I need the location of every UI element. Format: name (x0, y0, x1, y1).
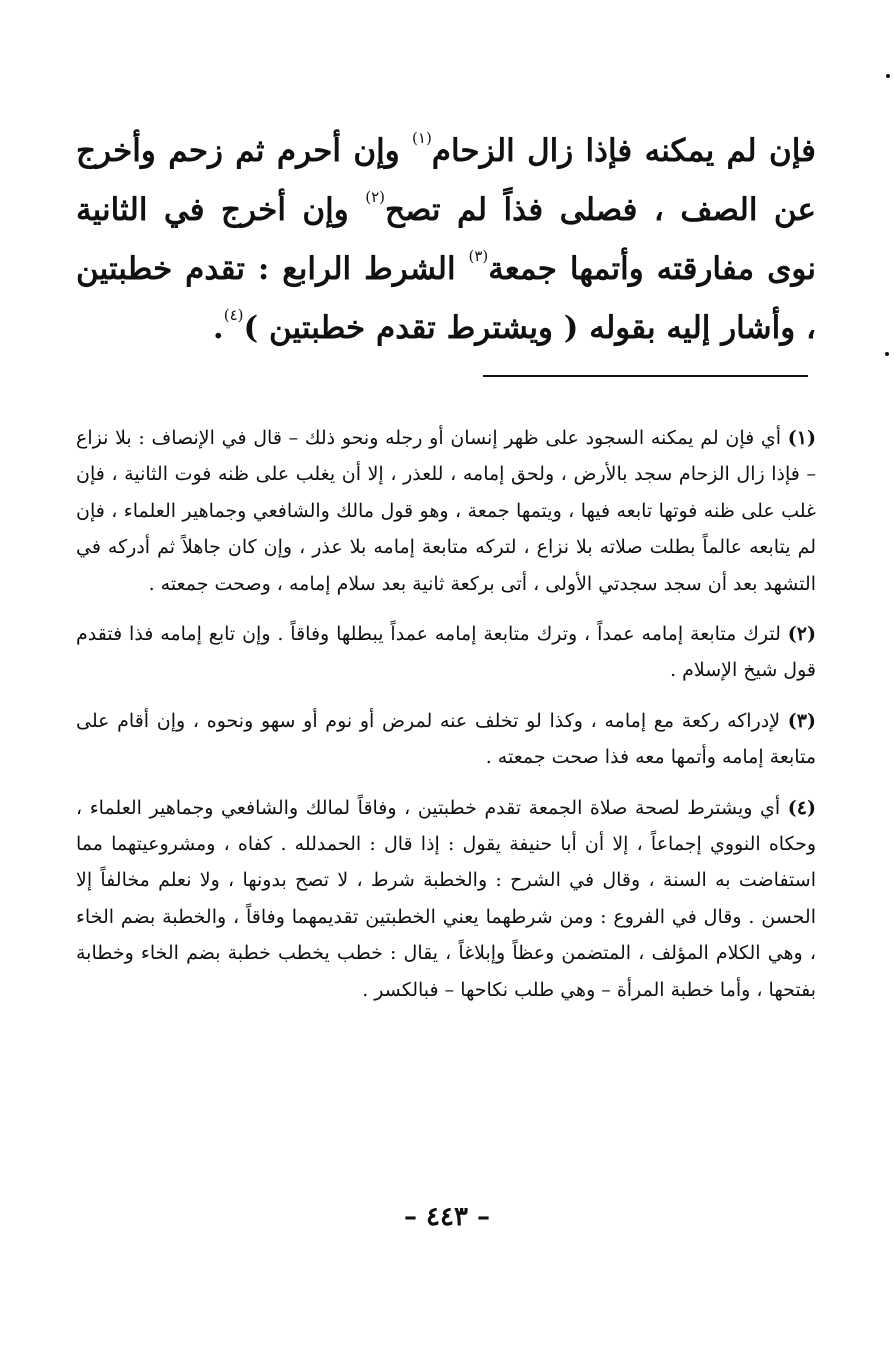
footnote-3 (76, 703, 816, 776)
scan-speck (886, 74, 890, 78)
main-text-block (76, 122, 816, 358)
footnote-number: (٤) (787, 796, 816, 819)
main-paragraph (76, 122, 816, 358)
main-text-segment: . (212, 310, 224, 346)
footnote-ref-3: (٣) (468, 247, 489, 265)
main-text-segment: الشرط الرابع : تقدم خطبتين ، وأشار إليه بقوله ( ويشترط تقدم خطبتين ) (76, 251, 816, 346)
footnote-ref-2: (٢) (365, 188, 385, 206)
footnote-text: لترك متابعة إمامه عمداً ، وترك متابعة إمامه عمداً يبطلها وفاقاً . وإن تابع إمامه فذا فتقدم قول شيخ الإسلام . (76, 623, 816, 682)
footnote-text: أي ويشترط لصحة صلاة الجمعة تقدم خطبتين ، وفاقاً لمالك والشافعي وجماهير العلماء ، وحكاه النووي إجماعاً ، إلا أن أبا حنيفة يقول : إذا قال : الحمدلله . كفاه ، ومشروعيتهما مما استفاضت به السنة ، وقال في الشرح : والخطبة شرط ، لا تصح بدونها ، ولا نعلم مخالفاً إلا الحسن . وقال في الفروع : ومن شرطهما يعني الخطبتين تقديمهما وفاقاً ، والخطبة بضم الخاء ، وهي الكلام المؤلف ، المتضمن وعظاً وإبلاغاً ، يقال : خطب يخطب خطبة بضم الخاء وخطابة بفتحها ، وأما خطبة المرأة – وهي طلب نكاحها – فبالكسر . (76, 796, 816, 1001)
main-text-segment: وإن أحرم ثم زحم وأخرج عن الصف ، فصلى فذاً لم تصح (76, 133, 816, 228)
footnote-4 (76, 790, 816, 1008)
footnote-separator (483, 375, 808, 377)
footnotes-block (76, 420, 816, 1008)
page-number: – ٤٤٣ – (403, 1202, 491, 1232)
footnote-1 (76, 420, 816, 602)
footnote-number: (١) (787, 427, 816, 449)
footnote-text: أي فإن لم يمكنه السجود على ظهر إنسان أو رجله ونحو ذلك – قال في الإنصاف : بلا نزاع – فإذا زال الزحام سجد بالأرض ، ولحق إمامه ، للعذر ، إلا أن يغلب على ظنه فوت الثانية ، فإن غلب على ظنه فوتها تابعه فيها ، ويتمها جمعة ، وهو قول مالك والشافعي وجماهير العلماء ، فإن لم يتابعه عالماً بطلت صلاته بلا نزاع ، لتركه متابعة إمامه بلا عذر ، وإن كان جاهلاً ثم أدركه في التشهد بعد أن سجد سجدتي الأولى ، أتى بركعة ثانية بعد سلام إمامه ، وصحت جمعته . (76, 427, 816, 595)
main-text-segment: فإن لم يمكنه فإذا زال الزحام (431, 133, 816, 169)
footnote-2 (76, 616, 816, 689)
footnote-ref-1: (١) (412, 129, 432, 147)
footnote-ref-4: (٤) (223, 306, 244, 324)
footnote-text: لإدراكه ركعة مع إمامه ، وكذا لو تخلف عنه لمرض أو نوم أو سهو ونحوه ، وإن أقام على متابعة إمامه وأتمها معه فذا صحت جمعته . (76, 709, 816, 769)
footnote-number: (٣) (787, 709, 816, 732)
scan-speck (885, 352, 889, 356)
main-text-segment: وإن أخرج في الثانية نوى مفارقته وأتمها جمعة (76, 192, 816, 287)
footnote-number: (٢) (787, 623, 816, 646)
